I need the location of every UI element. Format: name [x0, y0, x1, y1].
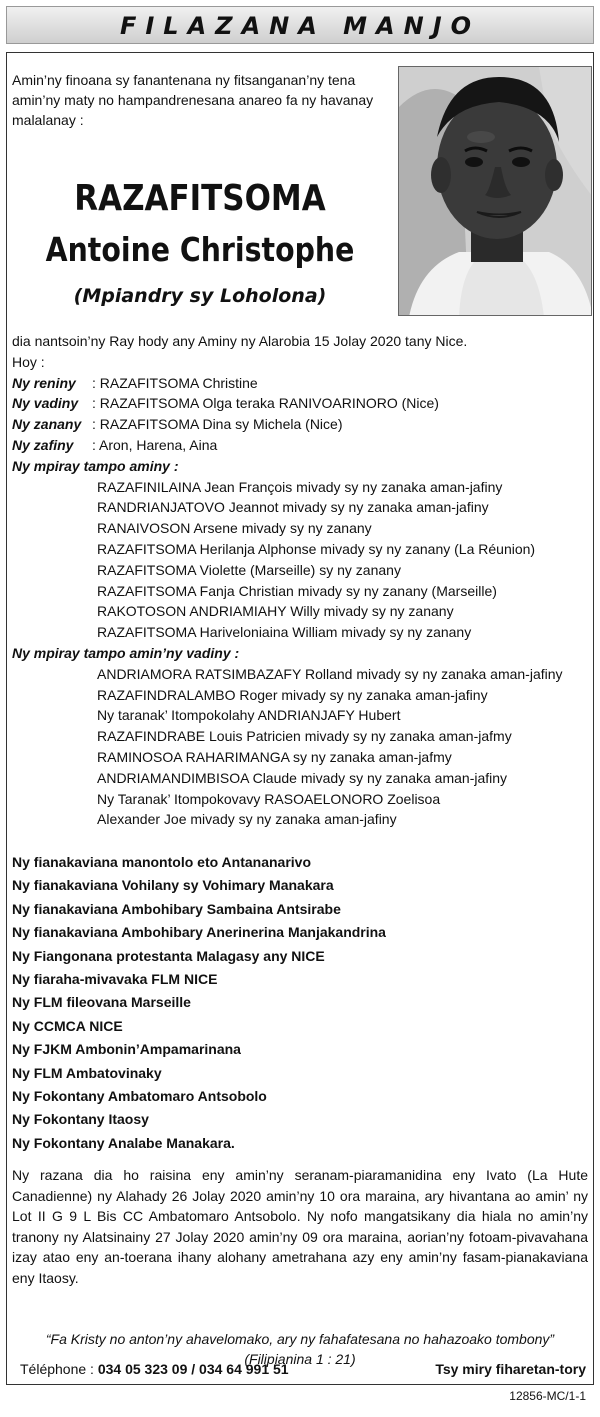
- sibling-item: RAZAFITSOMA Hariveloniaina William mivady sy ny zanany: [97, 624, 472, 641]
- organization-item: Ny fiaraha-mivavaka FLM NICE: [12, 971, 218, 988]
- family-row-mother: [12, 373, 588, 394]
- notice-body: [12, 331, 588, 830]
- family-label: Ny reniny: [12, 374, 76, 391]
- inlaw-item: ANDRIAMORA RATSIMBAZAFY Rolland mivady sy ny zanaka aman-jafiny: [97, 665, 563, 682]
- phone-numbers: 034 05 323 09 / 034 64 991 51: [97, 1361, 289, 1377]
- phone-label: Téléphone :: [20, 1361, 98, 1377]
- inlaws-header: Ny mpiray tampo amin’ny vadiny :: [12, 644, 240, 661]
- family-label: Ny vadiny: [12, 395, 79, 412]
- organization-item: Ny CCMCA NICE: [12, 1017, 123, 1034]
- phone-line: [20, 1361, 289, 1377]
- siblings-header: Ny mpiray tampo aminy :: [12, 457, 179, 474]
- organization-item: Ny FJKM Ambonin’Ampamarinana: [12, 1041, 241, 1058]
- inlaw-item: RAZAFINDRALAMBO Roger mivady sy ny zanaka aman-jafiny: [97, 686, 488, 703]
- portrait-photo: [398, 66, 592, 316]
- family-value: : Aron, Harena, Aina: [92, 436, 218, 453]
- sibling-item: RAZAFITSOMA Fanja Christian mivady sy ny zanany (Marseille): [97, 582, 497, 599]
- inlaw-item: Ny Taranak’ Itompokovavy RASOAELONORO Zoelisoa: [97, 790, 441, 807]
- inlaw-item: Ny taranak’ Itompokolahy ANDRIANJAFY Hubert: [97, 707, 401, 724]
- deceased-surname: RAZAFITSOMA: [74, 178, 326, 219]
- organizations-list: [12, 851, 588, 1155]
- organization-item: Ny FLM Ambatovinaky: [12, 1064, 162, 1081]
- death-notice: dia nantsoin’ny Ray hody any Aminy ny Alarobia 15 Jolay 2020 tany Nice.: [12, 333, 468, 349]
- inlaw-item: Alexander Joe mivady sy ny zanaka aman-jafiny: [97, 811, 397, 828]
- arrangements-paragraph: Ny razana dia ho raisina eny amin’ny seranam-piaramanidina eny Ivato (La Hute Canadienne) ny Alahady 26 Jolay 2020 amin’ny 10 ora maraina, ary hivantana ao amin’ ny Lot II G 9 L Bis CC Ambatomaro Antsobolo. Ny nofo mangatsikany dia hiala no amin’ny tranony ny Alatsinainy 27 Jolay 2020 amin’ny 09 ora maraina, aorian’ny fotoam-pivavahana izay atao eny an-toerana ihany alohany ametrahana azy eny amin’ny fasam-pianakaviana eny Itaosy.: [12, 1167, 588, 1286]
- family-value: : RAZAFITSOMA Dina sy Michela (Nice): [92, 416, 343, 433]
- inlaw-item: ANDRIAMANDIMBISOA Claude mivady sy ny zanaka aman-jafiny: [97, 769, 508, 786]
- organization-item: Ny fianakaviana Ambohibary Anerinerina Manjakandrina: [12, 924, 386, 941]
- sibling-item: RAZAFITSOMA Herilanja Alphonse mivady sy ny zanany (La Réunion): [97, 540, 536, 557]
- organization-item: Ny Fokontany Analabe Manakara.: [12, 1134, 235, 1151]
- sibling-item: RAZAFINILAINA Jean François mivady sy ny zanaka aman-jafiny: [97, 478, 503, 495]
- header-banner: [6, 6, 594, 44]
- quote-text: “Fa Kristy no anton’ny ahavelomako, ary ny fahafatesana no hahazoako tombony”: [45, 1331, 555, 1347]
- organization-item: Ny Fokontany Itaosy: [12, 1111, 149, 1128]
- sibling-item: RAKOTOSON ANDRIAMIAHY Willy mivady sy ny zanany: [97, 603, 454, 620]
- reference-code: 12856-MC/1-1: [509, 1389, 586, 1403]
- family-row-grandchildren: [12, 435, 588, 456]
- intro-text: Amin’ny finoana sy fanantenana ny fitsanganan’ny tena amin’ny maty no hampandrenesana anareo fa ny havanay malalanay :: [12, 72, 374, 128]
- family-value: : RAZAFITSOMA Christine: [92, 374, 258, 391]
- family-row-children: [12, 414, 588, 435]
- deceased-title: (Mpiandry sy Loholona): [73, 285, 327, 307]
- organization-item: Ny fianakaviana manontolo eto Antananarivo: [12, 854, 311, 870]
- sibling-item: RAZAFITSOMA Violette (Marseille) sy ny zanany: [97, 561, 401, 578]
- organization-item: Ny fianakaviana Ambohibary Sambaina Antsirabe: [12, 900, 341, 917]
- header-title: FILAZANA MANJO: [119, 12, 481, 40]
- organization-item: Ny fianakaviana Vohilany sy Vohimary Manakara: [12, 877, 334, 894]
- inlaw-item: RAZAFINDRABE Louis Patricien mivady sy ny zanaka aman-jafmy: [97, 728, 512, 745]
- inlaw-item: RAMINOSOA RAHARIMANGA sy ny zanaka aman-jafmy: [97, 748, 452, 765]
- deceased-given-names: Antoine Christophe: [45, 230, 355, 269]
- family-label: Ny zafiny: [12, 436, 74, 453]
- sibling-item: RANDRIANJATOVO Jeannot mivady sy ny zanaka aman-jafiny: [97, 499, 489, 516]
- quote-reference: (Filipianina 1 : 21): [244, 1351, 356, 1367]
- family-label: Ny zanany: [12, 416, 82, 433]
- sibling-item: RANAIVOSON Arsene mivady sy ny zanany: [97, 520, 372, 537]
- family-value: : RAZAFITSOMA Olga teraka RANIVOARINORO (Nice): [92, 395, 439, 412]
- family-row-spouse: [12, 393, 588, 414]
- organization-item: Ny Fokontany Ambatomaro Antsobolo: [12, 1088, 267, 1105]
- footer-note: Tsy miry fiharetan-tory: [435, 1361, 586, 1377]
- organization-item: Ny FLM fileovana Marseille: [12, 994, 191, 1011]
- portrait-illustration: [399, 67, 592, 316]
- hoy-label: Hoy :: [12, 353, 45, 370]
- organization-item: Ny Fiangonana protestanta Malagasy any NICE: [12, 947, 325, 964]
